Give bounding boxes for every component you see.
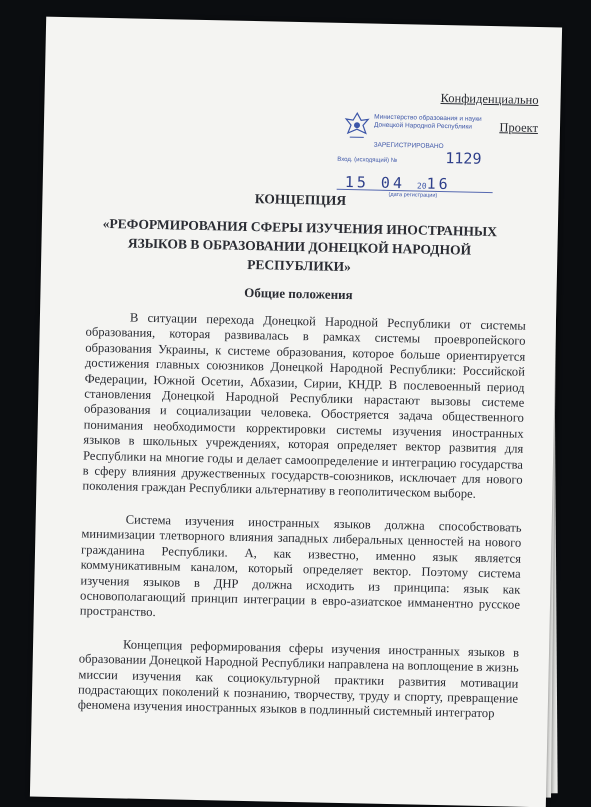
stamp-number: 1129 bbox=[445, 149, 482, 168]
stamp-ministry bbox=[374, 114, 484, 132]
stamp-year-prefix: 20 bbox=[416, 181, 427, 191]
paragraph: Система изучения иностранных языков должна способствовать минимизации тлетворного влияния западных либеральных ценностей на нового гражданина Республики. А, как известно, именно язык является коммуникативным каналом, который определяет вектор. Поэтому система изучения языков в ДНР должна исходить из принципа: язык как основополагающий принцип интеграции в евро-азиатское имманентно русское пространство. bbox=[79, 512, 522, 620]
paragraph: Концепция реформирования сферы изучения иностранных языков в образовании Донецкой Народной Республики направлена на воплощение в жизнь миссии изучения как социокультурной практики развития мотивации подрастающих поколений к познанию, творчеству, труду и спорту, превращение феномена изучения иностранных языков в подлинный системный интегратор bbox=[77, 637, 520, 721]
project-label: Проект bbox=[499, 120, 539, 136]
document-subtitle: «РЕФОРМИРОВАНИЯ СФЕРЫ ИЗУЧЕНИЯ ИНОСТРАННЫХ ЯЗЫКОВ В ОБРАЗОВАНИИ ДОНЕЦКОЙ НАРОДНОЙ РЕСПУБЛИКИ» bbox=[102, 215, 498, 275]
stamp-incoming-label: Вход. (исходящий) № bbox=[337, 156, 398, 165]
confidential-label: Конфиденциально bbox=[440, 90, 539, 108]
section-title: Общие положения bbox=[244, 284, 353, 303]
paragraph: В ситуации перехода Донецкой Народной Республики от системы образования, которая развивалась в рамках системы проевропейского образования Украины, к системе образования, которое больше ориентируется достижения главных союзников Донецкой Народной Республики: Российской Федерации, Южной Осетии, Абхазии, Сирии, КНДР. В послевоенный период становления Донецкой Народной Республики нарастают вызовы системе образования и социализации человека. Обостряется задача общественного понимания необходимости корректировки системы изучения иностранных языков в школьных учреждениях, которая определяет вектор развития для Республики на многие годы и делает самоопределение и интеграцию государства в сферу влияния дружественных государств-союзников, исключает для нового поколения граждан Республики альтернативу в геополитическом выборе. bbox=[82, 310, 527, 502]
document-title: КОНЦЕПЦИЯ bbox=[254, 191, 347, 209]
registration-stamp bbox=[333, 103, 505, 199]
stamp-ministry-line1: Министерство образования и науки bbox=[374, 113, 482, 123]
stamp-sub: (дата регистрации) bbox=[388, 191, 438, 199]
stamp-month: 04 bbox=[380, 173, 406, 193]
document-page bbox=[30, 17, 562, 807]
document-body bbox=[77, 310, 526, 740]
stamp-year-suffix: 16 bbox=[426, 174, 451, 194]
stamp-ministry-line2: Донецкой Народной Республики bbox=[373, 121, 472, 131]
emblem-icon bbox=[344, 111, 371, 142]
stamp-registered: ЗАРЕГИСТРИРОВАНО bbox=[373, 141, 444, 151]
stamp-day: 15 bbox=[344, 172, 370, 192]
